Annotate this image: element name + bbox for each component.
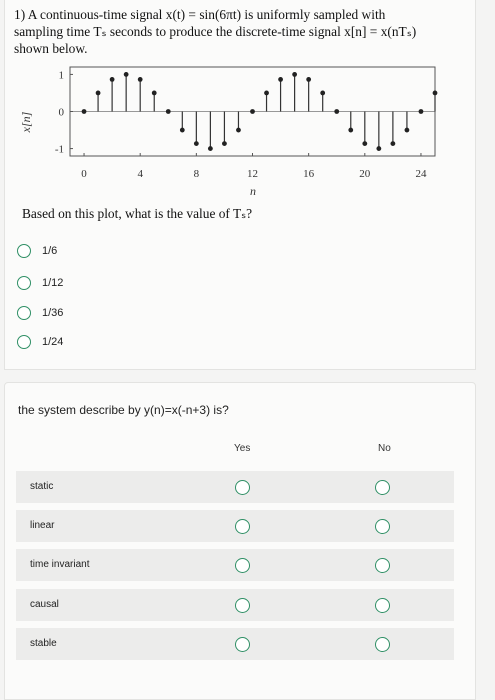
- stem-marker: [348, 128, 353, 133]
- question-2-text: the system describe by y(n)=x(-n+3) is?: [18, 403, 229, 417]
- x-tick-label: 12: [247, 168, 258, 180]
- stem-marker: [278, 77, 283, 82]
- column-header-no: No: [378, 443, 391, 454]
- stem-marker: [306, 77, 311, 82]
- radio-button[interactable]: [17, 244, 31, 258]
- question-1-line-3: shown below.: [14, 41, 88, 56]
- x-tick-label: 4: [137, 168, 143, 180]
- stem-marker: [419, 109, 424, 114]
- row-label: linear: [30, 520, 55, 531]
- stem-marker: [264, 91, 269, 96]
- radio-no[interactable]: [375, 558, 390, 573]
- stem-marker: [390, 141, 395, 146]
- question-1-line-2: sampling time Tₛ seconds to produce the discrete-time signal x[n] = x(nTₛ): [14, 24, 417, 39]
- radio-button[interactable]: [17, 335, 31, 349]
- stem-marker: [320, 91, 325, 96]
- stem-marker: [236, 128, 241, 133]
- radio-no[interactable]: [375, 637, 390, 652]
- radio-yes[interactable]: [235, 480, 250, 495]
- x-tick-label: 16: [303, 168, 315, 180]
- option-label: 1/12: [42, 277, 64, 289]
- column-header-yes: Yes: [234, 443, 251, 454]
- x-tick-label: 20: [359, 168, 371, 180]
- x-axis-label: n: [250, 184, 256, 198]
- question-1-line-1: 1) A continuous-time signal x(t) = sin(6πt) is uniformly sampled with: [14, 7, 386, 22]
- stem-marker: [362, 141, 367, 146]
- y-tick-label: -1: [54, 143, 64, 156]
- stem-marker: [292, 72, 297, 77]
- radio-yes[interactable]: [235, 519, 250, 534]
- x-tick-label: 0: [81, 168, 87, 180]
- option-1-6[interactable]: [17, 242, 57, 260]
- matrix-row-time-invariant: [16, 549, 454, 581]
- stem-marker: [152, 91, 157, 96]
- row-label: time invariant: [30, 559, 90, 570]
- stem-marker: [208, 146, 213, 151]
- stem-marker: [124, 72, 129, 77]
- matrix-row-linear: [16, 510, 454, 542]
- x-tick-label: 8: [193, 168, 200, 180]
- stem-marker: [376, 146, 381, 151]
- stem-marker: [405, 128, 410, 133]
- radio-yes[interactable]: [235, 558, 250, 573]
- row-label: stable: [30, 638, 57, 649]
- radio-no[interactable]: [375, 598, 390, 613]
- x-tick-label: 24: [415, 168, 427, 180]
- matrix-row-static: [16, 471, 454, 503]
- stem-marker: [194, 141, 199, 146]
- stem-plot: [0, 0, 495, 200]
- radio-button[interactable]: [17, 306, 31, 320]
- y-axis-label: x[n]: [19, 111, 33, 133]
- stem-marker: [110, 77, 115, 82]
- radio-button[interactable]: [17, 276, 31, 290]
- question-1-prompt: Based on this plot, what is the value of Tₛ?: [22, 206, 253, 221]
- stem-marker: [250, 109, 255, 114]
- option-1-24[interactable]: [17, 333, 63, 351]
- row-label: causal: [30, 599, 59, 610]
- matrix-row-causal: [16, 589, 454, 621]
- stem-marker: [166, 109, 171, 114]
- option-label: 1/24: [42, 336, 64, 348]
- y-tick-label: 0: [58, 106, 64, 119]
- option-label: 1/6: [42, 245, 58, 257]
- option-label: 1/36: [42, 307, 64, 319]
- radio-yes[interactable]: [235, 598, 250, 613]
- row-label: static: [30, 481, 54, 492]
- stem-marker: [96, 91, 101, 96]
- stem-marker: [433, 91, 438, 96]
- stem-marker: [180, 128, 185, 133]
- stem-marker: [334, 109, 339, 114]
- radio-yes[interactable]: [235, 637, 250, 652]
- stem-marker: [82, 109, 87, 114]
- option-1-36[interactable]: [17, 304, 63, 322]
- radio-no[interactable]: [375, 480, 390, 495]
- stem-marker: [222, 141, 227, 146]
- y-tick-label: 1: [58, 69, 64, 82]
- radio-no[interactable]: [375, 519, 390, 534]
- option-1-12[interactable]: [17, 274, 63, 292]
- stem-marker: [138, 77, 143, 82]
- matrix-row-stable: [16, 628, 454, 660]
